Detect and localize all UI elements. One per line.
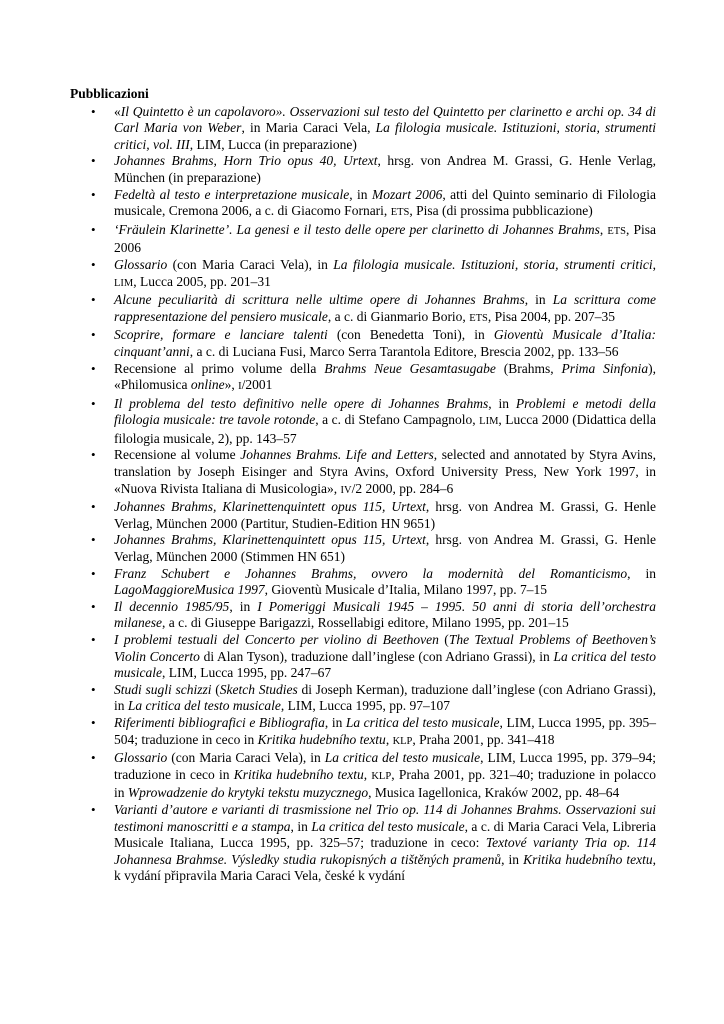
italic-text: Prima Sinfonia [561,360,649,376]
italic-text: Johannes Brahms, Klarinettenquintett opus 115, Urtext [114,499,426,515]
entry-text: di Alan Tyson), traduzione dall’inglese (con Adriano Grassi), in [199,648,554,664]
bullet-icon: • [91,801,96,817]
italic-text: Johannes Brahms, Klarinettenquintett opus 115, Urtext [114,532,426,548]
publication-entry [70,257,656,292]
entry-text: , in [488,395,516,411]
publication-entry [70,750,656,802]
entry-text: , hrsg. von Andrea M. Grassi, G. Henle Verlag, München 2000 (Stimmen HN 651) [114,532,656,565]
entry-text: , Lucca 2000 (Didattica della filologia musicale, 2), pp. 143–57 [114,412,656,446]
italic-text: Alcune peculiarità di scrittura nelle ultime opere di Johannes Brahms [114,292,525,308]
entry-text: , selected and annotated by Styra Avins, translation by Joseph Eisinger and Styra Avins, Oxford University Press, New York 1997, in «Nuova Rivista Italiana di Musicologia», [114,447,657,496]
italic-text: Mozart 2006 [371,186,443,202]
italic-text: online [190,377,225,393]
italic-text: Sketch Studies [219,681,298,697]
italic-text: Brahms Neue Gesamtasugabe [324,360,496,376]
entry-text: , [599,221,608,237]
publication-entry [70,532,656,565]
entry-text: , [652,256,656,272]
small-caps-text: LIM [114,277,134,289]
bullet-icon: • [91,632,96,647]
entry-text: , atti del Quinto seminario di Filologia musicale, Cremona 2006, a c. di Giacomo Fornari, [114,186,656,219]
italic-text: I Pomeriggi Musicali 1945 – 1995. 50 anni di storia dell’orchestra milanese [114,598,656,631]
entry-text: , k vydání připravila Maria Caraci Vela, české k vydání [114,851,657,884]
small-caps-text: ETS [469,312,488,324]
entry-text: , LIM, Lucca 1995, pp. 379–94; traduzione in ceco in [114,750,656,782]
entry-text: (con Maria Caraci Vela), in [167,256,334,272]
bullet-icon: • [91,598,96,614]
entry-text: », [224,377,239,393]
italic-text: La critica del testo musicale [311,818,465,834]
italic-text: Kritika hudebního textu [257,731,386,747]
bullet-icon: • [91,532,96,548]
publication-entry [70,396,656,448]
italic-text: La critica del testo musicale [324,750,481,766]
entry-text: (Brahms, [495,360,562,376]
publication-entry [70,715,656,750]
entry-text: , Praha 2001, pp. 341–418 [412,731,555,747]
publication-entry [70,104,656,154]
publication-entry [70,222,656,257]
entry-text: ( [438,632,449,647]
italic-text: The Textual Problems of Beethoven’s Violin Concerto [114,632,657,664]
section-heading: Pubblicazioni [70,86,149,101]
italic-text: Textové varianty Tria op. 114 Johannesa Brahmse. Výsledky studia rukopisných a tištěných pramenů [114,835,656,867]
entry-text: /2 2000, pp. 284–6 [351,480,454,496]
publication-list [70,104,656,885]
bullet-icon: • [91,153,96,169]
bullet-icon: • [91,499,96,515]
italic-text: Glossario [114,750,168,766]
entry-text: Recensione al primo volume della [114,360,325,376]
italic-text: I problemi testuali del Concerto per violino di Beethoven [114,632,439,647]
italic-text: La critica del testo musicale [114,648,656,681]
entry-text: , Gioventù Musicale d’Italia, Milano 1997, pp. 7–15 [264,582,547,598]
bullet-icon: • [91,447,96,463]
entry-text: , in [627,565,656,581]
bullet-icon: • [91,714,96,730]
entry-text: « [114,103,121,119]
publication-entry [70,566,656,599]
publication-entry [70,447,656,499]
italic-text: Scoprire, formare e lanciare talenti [114,327,328,343]
entry-text: , Pisa 2004, pp. 207–35 [487,308,615,324]
entry-text: , LIM, Lucca 1995, pp. 247–67 [162,665,332,681]
entry-text: , LIM, Lucca 1995, pp. 97–107 [280,698,450,714]
small-caps-text: LIM [479,416,499,428]
entry-text: ), «Philomusica [114,360,656,393]
entry-text: ( [211,681,220,697]
bullet-icon: • [91,750,96,766]
entry-text: , Praha 2001, pp. 321–40; traduzione in polacco in [114,766,657,801]
italic-text: Kritika hudebního textu [523,851,653,867]
entry-text: (con Benedetta Toni), in [327,327,494,343]
entry-text: , a c. di Maria Caraci Vela, Libreria Musicale Italiana, Lucca 1995, pp. 325–57; traduzione in ceco: [114,818,656,851]
entry-text: , Pisa (di prossima pubblicazione) [409,203,593,219]
entry-text: , a c. di Giuseppe Barigazzi, Rossellabigi editore, Milano 1995, pp. 201–15 [162,615,569,631]
italic-text: LagoMaggioreMusica 1997 [114,582,265,598]
italic-text: ‘Fräulein Klarinette’. La genesi e il testo delle opere per clarinetto di Johannes Brahms [114,221,600,237]
small-caps-text: ETS [607,225,627,237]
italic-text: Varianti d’autore e varianti di trasmissione nel Trio op. 114 di Johannes Brahms. Osservazioni sui testimoni manoscritti e a stampa [114,801,656,834]
bullet-icon: • [91,565,96,581]
small-caps-text: KLP [371,770,392,782]
entry-text: /2001 [241,377,273,393]
entry-text: , in [229,598,258,614]
italic-text: La filologia musicale. Istituzioni, storia, strumenti critici [333,256,653,272]
entry-text: , in [524,292,553,308]
italic-text: Il problema del testo definitivo nelle opere di Johannes Brahms [114,395,489,411]
publication-entry [70,802,656,885]
italic-text: Glossario [114,256,168,272]
publication-entry [70,292,656,327]
entry-text: , a c. di Stefano Campagnolo, [315,412,480,428]
small-caps-text: KLP [392,735,413,747]
entry-text: , hrsg. von Andrea M. Grassi, G. Henle Verlag, München 2000 (Partitur, Studien-Edition HN 9651) [114,499,656,531]
italic-text: La critica del testo musicale [345,714,500,730]
entry-text: , Pisa 2006 [114,221,656,256]
entry-text: di Joseph Kerman), traduzione dall’inglese (con Adriano Grassi), in [114,681,656,714]
publication-entry [70,153,656,186]
entry-text: , in Maria Caraci Vela, [241,120,376,136]
entry-text: , a c. di Gianmario Borio, [327,308,470,324]
bullet-icon: • [91,395,96,411]
document-page [70,86,656,885]
publication-entry [70,187,656,222]
publication-entry [70,682,656,715]
bullet-icon: • [91,327,96,343]
entry-text: , hrsg. von Andrea M. Grassi, G. Henle Verlag, München (in preparazione) [114,153,656,185]
bullet-icon: • [91,221,96,237]
italic-text: Johannes Brahms. Life and Letters [240,447,434,463]
bullet-icon: • [91,103,96,119]
entry-text: , LIM, Lucca (in preparazione) [189,136,357,152]
italic-text: La filologia musicale. Istituzioni, storia, strumenti critici, vol. III [114,120,656,152]
italic-text: Fedeltà al testo e interpretazione musicale [114,186,350,202]
publication-entry [70,632,656,682]
italic-text: Studi sugli schizzi [114,681,212,697]
bullet-icon: • [91,360,96,376]
italic-text: Il Quintetto è un capolavoro». Osservazioni sul testo del Quintetto per clarinetto e archi op. 34 di Carl Maria von Weber [114,103,656,136]
italic-text: La scrittura come rappresentazione del pensiero musicale [114,292,656,324]
entry-text: , a c. di Luciana Fusi, Marco Serra Tarantola Editore, Brescia 2002, pp. 133–56 [189,343,619,359]
italic-text: Problemi e metodi della filologia musicale: tre tavole rotonde [114,395,656,428]
bullet-icon: • [91,292,96,308]
publication-entry [70,361,656,396]
italic-text: Wprowadzenie do krytyki tekstu muzycznego [127,785,369,801]
bullet-icon: • [91,681,96,697]
publication-entry [70,599,656,632]
entry-text: , in [324,714,346,730]
entry-text: Recensione al volume [114,447,241,463]
publication-entry [70,499,656,532]
italic-text: Johannes Brahms, Horn Trio opus 40, Urtext [114,153,378,169]
small-caps-text: ETS [390,207,410,219]
italic-text: Kritika hudebního textu [233,766,364,782]
italic-text: Il decennio 1985/95 [114,598,230,614]
italic-text: Riferimenti bibliografici e Bibliografia [114,714,325,730]
bullet-icon: • [91,256,96,272]
publication-entry [70,327,656,360]
small-caps-text: I [238,381,242,393]
small-caps-text: IV [340,484,352,496]
entry-text: , in [290,818,312,834]
italic-text: Franz Schubert e Johannes Brahms, ovvero la modernità del Romanticismo [114,565,628,581]
entry-text: (con Maria Caraci Vela), in [167,750,325,766]
entry-text: , Musica Iagellonica, Kraków 2002, pp. 48–64 [368,785,620,801]
entry-text: , in [349,186,372,202]
entry-text: , Lucca 2005, pp. 201–31 [133,273,271,289]
italic-text: La critica del testo musicale [127,698,281,714]
italic-text: Gioventù Musicale d’Italia: cinquant’anni [114,327,656,359]
entry-text: , [363,766,372,782]
entry-text: , LIM, Lucca 1995, pp. 395–504; traduzione in ceco in [114,714,657,747]
entry-text: , [385,731,393,747]
entry-text: , in [501,851,524,867]
bullet-icon: • [91,186,96,202]
